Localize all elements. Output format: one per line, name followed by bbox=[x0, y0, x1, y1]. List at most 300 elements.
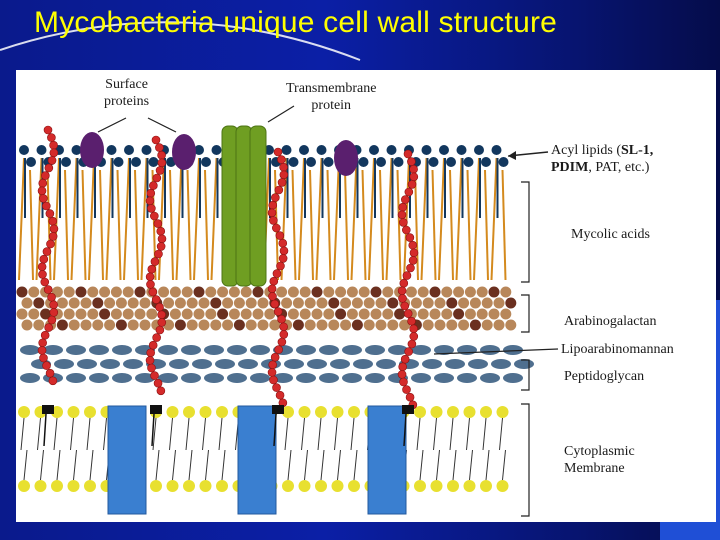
peptidoglycan-unit bbox=[227, 373, 247, 383]
acyl-lipid-head bbox=[37, 145, 47, 155]
lipoarabinomannan-bead bbox=[154, 250, 162, 258]
acyl-lipid-head bbox=[439, 145, 449, 155]
membrane-lipid-head bbox=[167, 480, 179, 492]
lipoarabinomannan-bead bbox=[268, 368, 276, 376]
surface-protein-arrow bbox=[148, 118, 176, 132]
lipoarabinomannan-bead bbox=[410, 325, 418, 333]
acyl-lipid-head bbox=[394, 157, 404, 167]
arabinogalactan-sugar bbox=[104, 298, 115, 309]
arabinogalactan-sugar bbox=[222, 320, 233, 331]
mycolic-acid-tail bbox=[194, 158, 199, 280]
peptidoglycan-unit bbox=[66, 345, 86, 355]
membrane-lipid-tail bbox=[285, 418, 288, 450]
arabinogalactan-sugar bbox=[182, 309, 193, 320]
arabinogalactan-sugar bbox=[323, 309, 334, 320]
arabinogalactan-sugar bbox=[187, 298, 198, 309]
lipoarabinomannan-bead bbox=[158, 235, 166, 243]
peptidoglycan-unit bbox=[296, 345, 316, 355]
lipoarabinomannan-bead bbox=[271, 300, 279, 308]
membrane-lipid-tail bbox=[206, 450, 209, 480]
peptidoglycan-unit bbox=[365, 345, 385, 355]
lipoarabinomannan-bead bbox=[410, 332, 418, 340]
arabinogalactan-sugar bbox=[22, 320, 33, 331]
mycolic-acid-tail bbox=[205, 170, 208, 280]
layer-bracket bbox=[521, 295, 529, 332]
membrane-lipid-tail bbox=[318, 418, 321, 450]
membrane-lipid-tail bbox=[90, 450, 93, 480]
membrane-lipid-head bbox=[332, 406, 344, 418]
lipoarabinomannan-bead bbox=[268, 292, 276, 300]
arabinogalactan-sugar bbox=[111, 309, 122, 320]
membrane-lipid-tail bbox=[104, 418, 107, 450]
membrane-lipid-tail bbox=[219, 418, 222, 450]
mycolic-acid-tail bbox=[433, 170, 436, 280]
lipoarabinomannan-bead bbox=[49, 232, 57, 240]
membrane-lipid-tail bbox=[288, 450, 291, 480]
lam-anchor bbox=[402, 405, 414, 414]
lipoarabinomannan-bead bbox=[409, 241, 417, 249]
lipoarabinomannan-bead bbox=[50, 225, 58, 233]
lipoarabinomannan-bead bbox=[276, 232, 284, 240]
membrane-lipid-head bbox=[315, 480, 327, 492]
membrane-lipid-tail bbox=[470, 450, 473, 480]
mycolic-acid-tail bbox=[334, 158, 339, 280]
lipoarabinomannan-bead bbox=[50, 308, 58, 316]
membrane-lipid-head bbox=[447, 406, 459, 418]
acyl-lipid-head bbox=[289, 157, 299, 167]
lipoarabinomannan-bead bbox=[269, 361, 277, 369]
arabinogalactan-sugar bbox=[352, 320, 363, 331]
slide-title: Mycobacteria unique cell wall structure bbox=[34, 6, 558, 39]
arabinogalactan-sugar bbox=[33, 320, 44, 331]
membrane-lipid-tail bbox=[302, 418, 305, 450]
membrane-lipid-head bbox=[68, 406, 80, 418]
arabinogalactan-sugar bbox=[387, 320, 398, 331]
acyl-lipid-head bbox=[19, 145, 29, 155]
arabinogalactan-sugar bbox=[458, 298, 469, 309]
mycolic-acid-tail bbox=[48, 170, 51, 280]
mycolic-acid-tail bbox=[503, 170, 506, 280]
lipoarabinomannan-bead bbox=[41, 172, 49, 180]
lipoarabinomannan-bead bbox=[156, 303, 164, 311]
lipoarabinomannan-bead bbox=[146, 356, 154, 364]
acyl-lipid-head bbox=[492, 145, 502, 155]
arabinogalactan-sugar bbox=[28, 287, 39, 298]
arabinogalactan-sugar bbox=[446, 320, 457, 331]
lipoarabinomannan-bead bbox=[149, 341, 157, 349]
arabinogalactan-sugar bbox=[222, 298, 233, 309]
mycolic-acid-tail bbox=[188, 170, 191, 280]
lipoarabinomannan-bead bbox=[152, 136, 160, 144]
acyl-lipid-head bbox=[499, 157, 509, 167]
arabinogalactan-sugar bbox=[123, 287, 134, 298]
lam-anchor bbox=[150, 405, 162, 414]
peptidoglycan-unit bbox=[365, 373, 385, 383]
arabinogalactan-sugar bbox=[300, 309, 311, 320]
acyl-lipid-head bbox=[369, 145, 379, 155]
arabinogalactan-sugar bbox=[323, 287, 334, 298]
surface-protein bbox=[334, 140, 358, 176]
arabinogalactan-sugar bbox=[187, 320, 198, 331]
membrane-lipid-head bbox=[84, 480, 96, 492]
arabinogalactan-sugar bbox=[500, 287, 511, 298]
membrane-protein bbox=[108, 406, 146, 514]
arabinogalactan-sugar bbox=[446, 298, 457, 309]
lipoarabinomannan-bead bbox=[270, 277, 278, 285]
membrane-lipid-tail bbox=[71, 418, 74, 450]
acyl-lipid-head bbox=[474, 145, 484, 155]
lipoarabinomannan-bead bbox=[43, 362, 51, 370]
peptidoglycan-unit bbox=[422, 359, 442, 369]
lipoarabinomannan-bead bbox=[147, 204, 155, 212]
arabinogalactan-sugar bbox=[276, 287, 287, 298]
membrane-lipid-tail bbox=[38, 418, 41, 450]
membrane-lipid-head bbox=[216, 406, 228, 418]
arabinogalactan-sugar bbox=[199, 298, 210, 309]
arabinogalactan-sugar bbox=[64, 287, 75, 298]
membrane-lipid-head bbox=[431, 406, 443, 418]
arabinogalactan-sugar bbox=[423, 298, 434, 309]
surface-protein bbox=[80, 132, 104, 168]
lipoarabinomannan-bead bbox=[269, 216, 277, 224]
lipoarabinomannan-bead bbox=[149, 182, 157, 190]
lipoarabinomannan-bead bbox=[146, 273, 154, 281]
peptidoglycan-unit bbox=[457, 373, 477, 383]
lipoarabinomannan-bead bbox=[275, 346, 283, 354]
lipoarabinomannan-bead bbox=[41, 331, 49, 339]
membrane-lipid-head bbox=[431, 480, 443, 492]
peptidoglycan-unit bbox=[204, 345, 224, 355]
arabinogalactan-sugar bbox=[364, 298, 375, 309]
peptidoglycan-unit bbox=[342, 345, 362, 355]
arabinogalactan-sugar bbox=[76, 309, 87, 320]
lipoarabinomannan-bead bbox=[155, 144, 163, 152]
lipoarabinomannan-bead bbox=[146, 280, 154, 288]
peptidoglycan-unit bbox=[330, 359, 350, 369]
lipoarabinomannan-bead bbox=[49, 377, 57, 385]
arabinogalactan-sugar bbox=[22, 298, 33, 309]
lipoarabinomannan-bead bbox=[268, 285, 276, 293]
mycolic-acid-tail bbox=[135, 170, 138, 280]
membrane-lipid-tail bbox=[87, 418, 90, 450]
membrane-lipid-head bbox=[315, 406, 327, 418]
arabinogalactan-sugar bbox=[477, 287, 488, 298]
arabinogalactan-sugar bbox=[340, 298, 351, 309]
peptidoglycan-unit bbox=[468, 359, 488, 369]
arabinogalactan-sugar bbox=[170, 287, 181, 298]
membrane-lipid-head bbox=[464, 406, 476, 418]
arabinogalactan-sugar bbox=[81, 320, 92, 331]
arabinogalactan-sugar bbox=[229, 287, 240, 298]
mycolic-acid-tail bbox=[422, 158, 427, 280]
arabinogalactan-sugar bbox=[92, 320, 103, 331]
arabinogalactan-sugar bbox=[376, 298, 387, 309]
lipoarabinomannan-bead bbox=[269, 201, 277, 209]
arabinogalactan-sugar bbox=[194, 287, 205, 298]
membrane-lipid-tail bbox=[434, 418, 437, 450]
membrane-lipid-tail bbox=[351, 418, 354, 450]
acyl-lipid-head bbox=[282, 145, 292, 155]
lipoarabinomannan-bead bbox=[48, 156, 56, 164]
arabinogalactan-sugar bbox=[430, 287, 441, 298]
arabinogalactan-sugar bbox=[146, 309, 157, 320]
arabinogalactan-sugar bbox=[229, 309, 240, 320]
membrane-lipid-tail bbox=[222, 450, 225, 480]
arabinogalactan-sugar bbox=[69, 320, 80, 331]
peptidoglycan-unit bbox=[66, 373, 86, 383]
label-cytoplasmic-membrane: Cytoplasmic Membrane bbox=[564, 444, 635, 476]
membrane-lipid-tail bbox=[186, 418, 189, 450]
membrane-lipid-tail bbox=[173, 450, 176, 480]
arabinogalactan-sugar bbox=[253, 287, 264, 298]
mycolic-acid-tail bbox=[328, 170, 331, 280]
arabinogalactan-sugar bbox=[33, 298, 44, 309]
arabinogalactan-sugar bbox=[217, 309, 228, 320]
arabinogalactan-sugar bbox=[465, 309, 476, 320]
arabinogalactan-sugar bbox=[264, 309, 275, 320]
label-arabinogalactan: Arabinogalactan bbox=[564, 314, 657, 329]
lipoarabinomannan-bead bbox=[410, 173, 418, 181]
arabinogalactan-sugar bbox=[81, 298, 92, 309]
mycolic-acid-tail bbox=[310, 170, 313, 280]
membrane-lipid-head bbox=[447, 480, 459, 492]
membrane-lipid-head bbox=[480, 480, 492, 492]
membrane-protein bbox=[368, 406, 406, 514]
membrane-lipid-head bbox=[414, 480, 426, 492]
membrane-lipid-head bbox=[480, 406, 492, 418]
lipoarabinomannan-bead bbox=[278, 338, 286, 346]
arabinogalactan-sugar bbox=[470, 298, 481, 309]
lipoarabinomannan-bead bbox=[279, 254, 287, 262]
lipoarabinomannan-bead bbox=[46, 240, 54, 248]
lipoarabinomannan-bead bbox=[271, 353, 279, 361]
lipoarabinomannan-bead bbox=[146, 197, 154, 205]
arabinogalactan-sugar bbox=[406, 287, 417, 298]
arabinogalactan-sugar bbox=[305, 298, 316, 309]
lipoarabinomannan-bead bbox=[275, 186, 283, 194]
lipoarabinomannan-bead bbox=[399, 203, 407, 211]
arabinogalactan-sugar bbox=[376, 320, 387, 331]
mycolic-acid-tail bbox=[65, 170, 68, 280]
membrane-lipid-head bbox=[348, 480, 360, 492]
membrane-lipid-head bbox=[183, 406, 195, 418]
membrane-lipid-tail bbox=[467, 418, 470, 450]
arabinogalactan-sugar bbox=[217, 287, 228, 298]
arabinogalactan-sugar bbox=[482, 320, 493, 331]
layer-bracket bbox=[521, 182, 529, 282]
mycolic-acid-tail bbox=[345, 170, 348, 280]
lipoarabinomannan-bead bbox=[44, 286, 52, 294]
acyl-lipid-head bbox=[114, 157, 124, 167]
membrane-lipid-tail bbox=[21, 418, 24, 450]
membrane-lipid-head bbox=[200, 480, 212, 492]
arabinogalactan-sugar bbox=[116, 298, 127, 309]
lipoarabinomannan-bead bbox=[407, 158, 415, 166]
lipoarabinomannan-bead bbox=[280, 171, 288, 179]
mycolic-acid-tail bbox=[142, 158, 147, 280]
lipoarabinomannan-bead bbox=[398, 294, 406, 302]
arabinogalactan-sugar bbox=[111, 287, 122, 298]
arabinogalactan-sugar bbox=[352, 298, 363, 309]
arabinogalactan-sugar bbox=[317, 298, 328, 309]
lipoarabinomannan-bead bbox=[401, 302, 409, 310]
acyl-lipid-head bbox=[429, 157, 439, 167]
lipoarabinomannan-bead bbox=[147, 364, 155, 372]
arabinogalactan-sugar bbox=[57, 298, 68, 309]
mycolic-acid-tail bbox=[107, 158, 112, 280]
peptidoglycan-unit bbox=[181, 345, 201, 355]
lipoarabinomannan-bead bbox=[154, 220, 162, 228]
arabinogalactan-sugar bbox=[458, 320, 469, 331]
arabinogalactan-sugar bbox=[241, 287, 252, 298]
lipoarabinomannan-bead bbox=[279, 239, 287, 247]
lipoarabinomannan-bead bbox=[158, 311, 166, 319]
lipoarabinomannan-bead bbox=[410, 165, 418, 173]
arabinogalactan-sugar bbox=[234, 298, 245, 309]
acyl-lipid-head bbox=[299, 145, 309, 155]
arabinogalactan-sugar bbox=[335, 287, 346, 298]
lipoarabinomannan-bead bbox=[158, 318, 166, 326]
peptidoglycan-unit bbox=[192, 359, 212, 369]
arabinogalactan-sugar bbox=[194, 309, 205, 320]
peptidoglycan-unit bbox=[353, 359, 373, 369]
arabinogalactan-sugar bbox=[300, 287, 311, 298]
lipoarabinomannan-bead bbox=[280, 323, 288, 331]
lipoarabinomannan-bead bbox=[40, 255, 48, 263]
lipoarabinomannan-bead bbox=[398, 287, 406, 295]
peptidoglycan-unit bbox=[112, 345, 132, 355]
arabinogalactan-sugar bbox=[234, 320, 245, 331]
lipoarabinomannan-bead bbox=[157, 387, 165, 395]
arabinogalactan-sugar bbox=[210, 320, 221, 331]
mycolic-acid-tail bbox=[317, 158, 322, 280]
lipoarabinomannan-bead bbox=[280, 163, 288, 171]
arabinogalactan-sugar bbox=[135, 309, 146, 320]
membrane-lipid-head bbox=[348, 406, 360, 418]
lipoarabinomannan-bead bbox=[408, 340, 416, 348]
mycolic-acid-tail bbox=[30, 170, 33, 280]
lipoarabinomannan-bead bbox=[147, 189, 155, 197]
peptidoglycan-unit bbox=[342, 373, 362, 383]
lipoarabinomannan-bead bbox=[156, 326, 164, 334]
lipoarabinomannan-bead bbox=[401, 355, 409, 363]
membrane-lipid-tail bbox=[57, 450, 60, 480]
acyl-lipid-head bbox=[376, 157, 386, 167]
mycolic-acid-tail bbox=[369, 158, 374, 280]
peptidoglycan-unit bbox=[296, 373, 316, 383]
lipoarabinomannan-bead bbox=[276, 262, 284, 270]
membrane-lipid-head bbox=[183, 480, 195, 492]
peptidoglycan-unit bbox=[215, 359, 235, 369]
arabinogalactan-sugar bbox=[335, 309, 346, 320]
lipoarabinomannan-bead bbox=[38, 346, 46, 354]
lipoarabinomannan-bead bbox=[406, 234, 414, 242]
arabinogalactan-sugar bbox=[453, 309, 464, 320]
membrane-lipid-tail bbox=[41, 450, 44, 480]
peptidoglycan-unit bbox=[20, 345, 40, 355]
lipoarabinomannan-bead bbox=[404, 150, 412, 158]
membrane-lipid-head bbox=[84, 406, 96, 418]
mycolic-acid-tail bbox=[468, 170, 471, 280]
membrane-lipid-tail bbox=[483, 418, 486, 450]
lipoarabinomannan-bead bbox=[280, 247, 288, 255]
lipoarabinomannan-bead bbox=[273, 384, 281, 392]
membrane-lipid-head bbox=[497, 480, 509, 492]
arabinogalactan-sugar bbox=[123, 309, 134, 320]
membrane-protein bbox=[238, 406, 276, 514]
membrane-lipid-tail bbox=[203, 418, 206, 450]
lipoarabinomannan-bead bbox=[277, 156, 285, 164]
arabinogalactan-sugar bbox=[364, 320, 375, 331]
arabinogalactan-sugar bbox=[500, 309, 511, 320]
lipoarabinomannan-bead bbox=[47, 134, 55, 142]
membrane-lipid-tail bbox=[74, 450, 77, 480]
peptidoglycan-unit bbox=[445, 359, 465, 369]
arabinogalactan-sugar bbox=[494, 298, 505, 309]
peptidoglycan-unit bbox=[307, 359, 327, 369]
lipoarabinomannan-bead bbox=[274, 308, 282, 316]
layer-bracket bbox=[521, 404, 529, 516]
acyl-lipid-head bbox=[142, 145, 152, 155]
cell-wall-diagram bbox=[16, 70, 716, 522]
arabinogalactan-sugar bbox=[241, 309, 252, 320]
membrane-lipid-head bbox=[51, 480, 63, 492]
lipoarabinomannan-bead bbox=[278, 315, 286, 323]
membrane-lipid-tail bbox=[24, 450, 27, 480]
arabinogalactan-sugar bbox=[347, 287, 358, 298]
arabinogalactan-sugar bbox=[170, 309, 181, 320]
lipoarabinomannan-bead bbox=[149, 288, 157, 296]
membrane-lipid-tail bbox=[54, 418, 57, 450]
label-transmembrane-protein: Transmembrane protein bbox=[286, 81, 377, 113]
arabinogalactan-sugar bbox=[293, 320, 304, 331]
acyl-lipid-head bbox=[107, 145, 117, 155]
lipoarabinomannan-bead bbox=[158, 151, 166, 159]
arabinogalactan-sugar bbox=[140, 320, 151, 331]
acyl-lipids-arrow-head bbox=[508, 151, 516, 160]
membrane-lipid-tail bbox=[170, 418, 173, 450]
mycolic-acid-tail bbox=[72, 158, 77, 280]
lipoarabinomannan-bead bbox=[151, 258, 159, 266]
mycolic-acid-tail bbox=[124, 158, 129, 280]
mycolic-acid-tail bbox=[352, 158, 357, 280]
lipoarabinomannan-bead bbox=[45, 164, 53, 172]
mycolic-acid-tail bbox=[118, 170, 121, 280]
lipoarabinomannan-bead bbox=[153, 334, 161, 342]
label-lipoarabinomannan: Lipoarabinomannan bbox=[561, 342, 674, 357]
arabinogalactan-sugar bbox=[17, 309, 28, 320]
mycolic-acid-tail bbox=[485, 170, 488, 280]
arabinogalactan-sugar bbox=[92, 298, 103, 309]
lam-anchor bbox=[42, 405, 54, 414]
arabinogalactan-sugar bbox=[441, 309, 452, 320]
membrane-lipid-tail bbox=[321, 450, 324, 480]
lipoarabinomannan-bead bbox=[45, 324, 53, 332]
arabinogalactan-sugar bbox=[435, 298, 446, 309]
membrane-lipid-tail bbox=[420, 450, 423, 480]
mycolic-acid-tail bbox=[100, 170, 103, 280]
acyl-lipid-head bbox=[481, 157, 491, 167]
mycolic-acid-tail bbox=[492, 158, 497, 280]
mycolic-acid-tail bbox=[170, 170, 173, 280]
lipoarabinomannan-bead bbox=[38, 270, 46, 278]
lipoarabinomannan-bead bbox=[401, 196, 409, 204]
arabinogalactan-sugar bbox=[116, 320, 127, 331]
label-surface-proteins: Surface proteins bbox=[104, 77, 150, 109]
membrane-lipid-tail bbox=[335, 418, 338, 450]
membrane-lipid-head bbox=[167, 406, 179, 418]
peptidoglycan-unit bbox=[434, 373, 454, 383]
